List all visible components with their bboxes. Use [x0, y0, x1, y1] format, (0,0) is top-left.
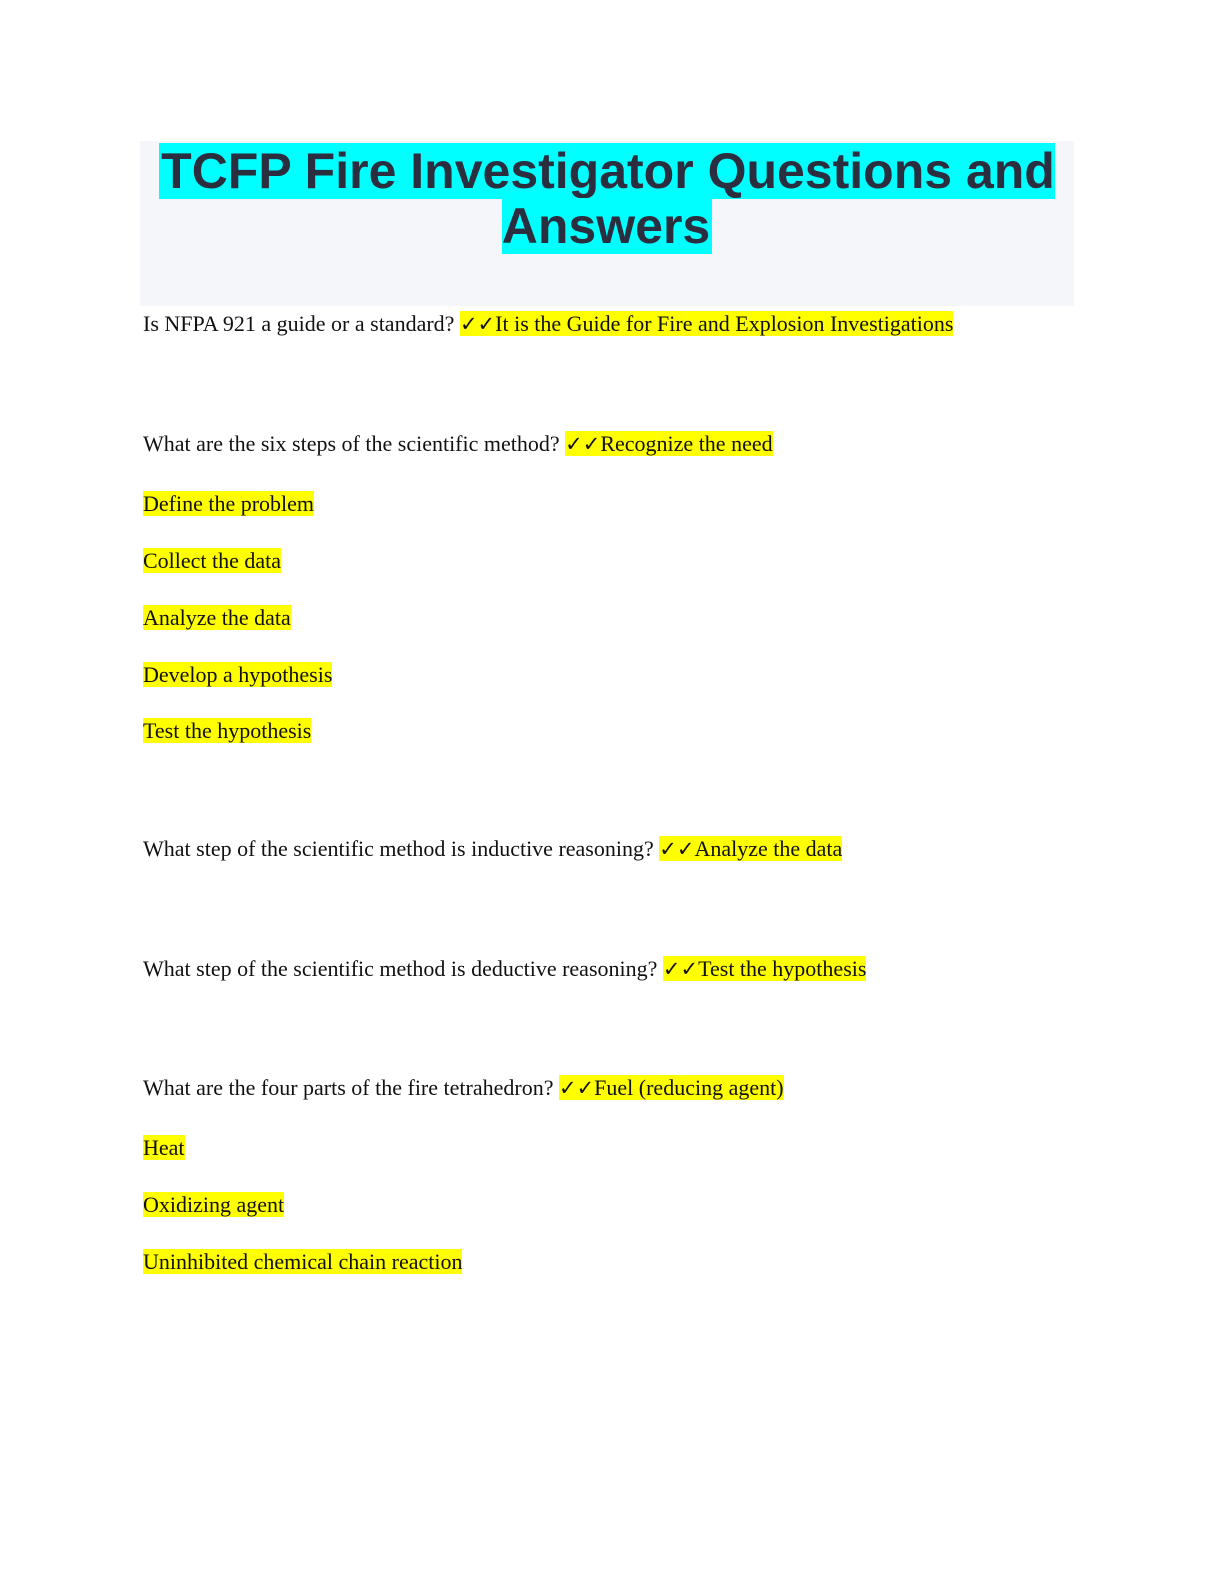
question-5: What are the four parts of the fire tetrahedron?	[143, 1075, 554, 1100]
answer-5-line-4	[143, 1246, 462, 1278]
answer-line: Test the hypothesis	[143, 718, 312, 743]
check-mark-icon: ✓✓	[459, 312, 496, 336]
answer-line: Define the problem	[143, 491, 315, 516]
answer-line: Develop a hypothesis	[143, 662, 333, 687]
answer-3-text: Analyze the data	[694, 836, 843, 861]
question-1: Is NFPA 921 a guide or a standard?	[143, 311, 455, 336]
answer-line: Uninhibited chemical chain reaction	[143, 1249, 463, 1274]
check-mark-icon: ✓✓	[558, 1076, 595, 1100]
check-mark-icon: ✓✓	[659, 837, 695, 861]
qa-item-1	[143, 308, 953, 340]
answer-3	[659, 836, 842, 861]
qa-item-4	[143, 953, 866, 985]
answer-5	[559, 1075, 784, 1100]
answer-line: Oxidizing agent	[143, 1192, 285, 1217]
answer-line: Analyze the data	[143, 605, 291, 630]
page-title	[140, 141, 1074, 254]
answer-4	[663, 956, 867, 981]
qa-item-3	[143, 833, 842, 865]
qa-item-5	[143, 1072, 784, 1104]
title-highlight: TCFP Fire Investigator Questions and Answers	[161, 143, 1055, 254]
question-2: What are the six steps of the scientific method?	[143, 431, 560, 456]
check-mark-icon: ✓✓	[662, 957, 699, 981]
answer-2-line-6	[143, 715, 311, 747]
qa-item-2	[143, 428, 773, 460]
answer-2-line-3	[143, 545, 281, 577]
answer-1	[460, 311, 953, 336]
check-mark-icon: ✓✓	[565, 432, 601, 456]
answer-5-line-3	[143, 1189, 284, 1221]
question-4: What step of the scientific method is deductive reasoning?	[143, 956, 658, 981]
answer-line: Collect the data	[143, 548, 282, 573]
answer-2	[565, 431, 772, 456]
answer-5-text: Fuel (reducing agent)	[594, 1075, 784, 1100]
question-3: What step of the scientific method is inductive reasoning?	[143, 836, 654, 861]
answer-2-line-4	[143, 602, 291, 634]
answer-5-line-2	[143, 1132, 185, 1164]
answer-line: Heat	[143, 1135, 185, 1160]
answer-2-line-2	[143, 488, 314, 520]
answer-2-text: Recognize the need	[600, 431, 773, 456]
answer-4-text: Test the hypothesis	[698, 956, 867, 981]
answer-1-text: It is the Guide for Fire and Explosion Investigations	[495, 311, 954, 336]
answer-2-line-5	[143, 659, 332, 691]
title-block	[140, 141, 1074, 306]
